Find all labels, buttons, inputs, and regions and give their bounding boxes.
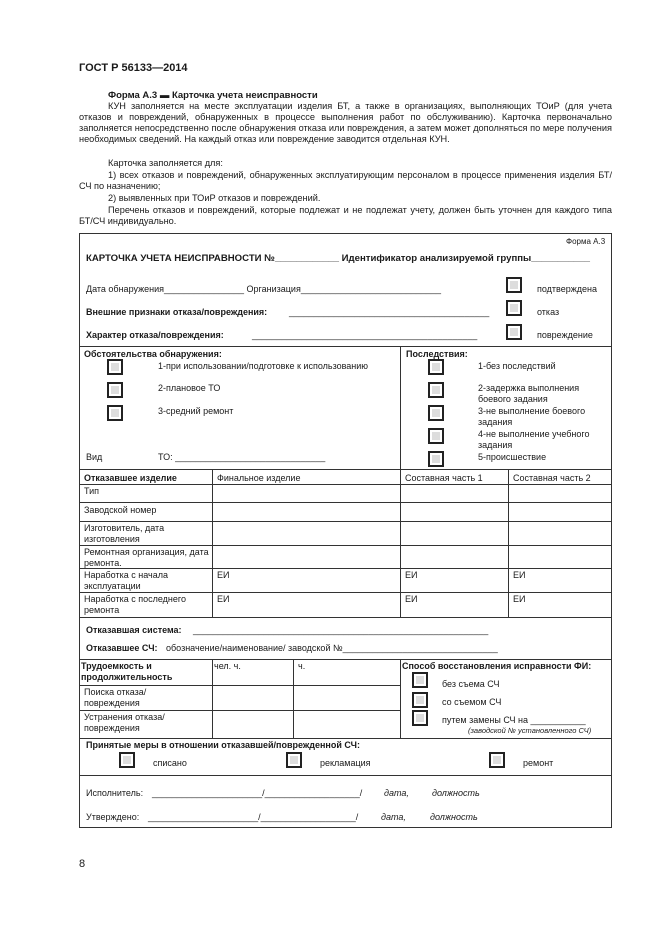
damage-checkbox[interactable] <box>506 324 522 340</box>
col-header-part-2: Составная часть 2 <box>513 473 591 483</box>
row-manufacturer-label: Изготовитель, дата изготовления <box>84 523 165 544</box>
external-signs-label: Внешние признаки отказа/повреждения: <box>86 307 268 317</box>
failed-part-field[interactable]: обозначение/наименование/ заводской №_______________________________ <box>166 643 498 653</box>
restore-with-removal-checkbox[interactable] <box>412 692 428 708</box>
col-header-final-item: Финальное изделие <box>217 473 301 483</box>
row-operating-time-part-1[interactable]: ЕИ <box>405 570 418 580</box>
measure-repair-checkbox[interactable] <box>489 752 505 768</box>
measures-title: Принятые меры в отношении отказавшей/поврежденной СЧ: <box>86 740 360 750</box>
circumstance-3-label: 3-средний ремонт <box>158 406 234 416</box>
card-form-label: Форма А.3 <box>566 237 606 246</box>
labor-fix-label: Устранения отказа/повреждения <box>84 712 165 733</box>
refusal-checkbox[interactable] <box>506 300 522 316</box>
failed-part-label: Отказавшее СЧ: <box>86 643 158 653</box>
row-serial-label: Заводской номер <box>84 505 157 515</box>
restore-with-removal-label: со съемом СЧ <box>442 697 502 707</box>
kind-label: Вид <box>86 452 103 462</box>
approved-position-label: должность <box>430 812 478 822</box>
row-operating-time-part-2[interactable]: ЕИ <box>513 570 526 580</box>
restore-no-removal-checkbox[interactable] <box>412 672 428 688</box>
measure-writeoff-checkbox[interactable] <box>119 752 135 768</box>
approved-date-label: дата, <box>381 812 406 822</box>
consequence-3-label: 3-не выполнение боевого задания <box>478 406 586 427</box>
labor-title: Трудоемкость и продолжительность <box>81 661 173 682</box>
measure-claim-label: рекламация <box>320 758 371 768</box>
consequence-5-checkbox[interactable] <box>428 451 444 467</box>
consequence-2-label: 2-задержка выполнения боевого задания <box>478 383 580 404</box>
row-type-label: Тип <box>84 486 100 496</box>
circumstance-1-label: 1-при использовании/подготовке к использованию <box>158 361 369 371</box>
consequences-title: Последствия: <box>406 349 468 359</box>
standard-header: ГОСТ Р 56133—2014 <box>79 62 188 74</box>
consequence-3-checkbox[interactable] <box>428 405 444 421</box>
restore-replace-label: путем замены СЧ на ___________ <box>442 715 586 725</box>
circumstances-title: Обстоятельства обнаружения: <box>84 349 222 359</box>
to-field[interactable]: ТО: ______________________________ <box>158 452 326 462</box>
consequence-1-checkbox[interactable] <box>428 359 444 375</box>
approved-sign-field[interactable]: ______________________/___________________/ <box>148 812 359 822</box>
executor-date-label: дата, <box>384 788 409 798</box>
row-operating-time-final[interactable]: ЕИ <box>217 570 230 580</box>
intro-paragraph-3: 1) всех отказов и повреждений, обнаруженных эксплуатирующим персоналом в процессе применения изделия БТ/СЧ по назначению; <box>79 170 612 191</box>
labor-hours-header: ч. <box>298 661 306 671</box>
restore-no-removal-label: без съема СЧ <box>442 679 500 689</box>
consequence-5-label: 5-происшествие <box>478 452 547 462</box>
failed-system-field[interactable]: ___________________________________________________________ <box>193 625 489 635</box>
date-organization-line: Дата обнаружения________________ Организация____________________________ <box>86 284 441 294</box>
row-since-repair-part-1[interactable]: ЕИ <box>405 594 418 604</box>
confirmed-label: подтверждена <box>537 284 597 294</box>
restore-title: Способ восстановления исправности ФИ: <box>402 661 592 671</box>
character-field[interactable]: _____________________________________________ <box>252 330 478 340</box>
circumstance-3-checkbox[interactable] <box>107 405 123 421</box>
circumstance-2-checkbox[interactable] <box>107 382 123 398</box>
circumstance-2-label: 2-плановое ТО <box>158 383 221 393</box>
intro-paragraph-2: Карточка заполняется для: <box>108 158 223 168</box>
labor-search-label: Поиска отказа/повреждения <box>84 687 147 708</box>
page-number: 8 <box>79 858 86 870</box>
failed-system-label: Отказавшая система: <box>86 625 182 635</box>
confirmed-checkbox[interactable] <box>506 277 522 293</box>
restore-replace-checkbox[interactable] <box>412 710 428 726</box>
damage-label: повреждение <box>537 330 593 340</box>
consequence-4-checkbox[interactable] <box>428 428 444 444</box>
form-title: Форма А.3 ▬ Карточка учета неисправности <box>108 90 318 101</box>
executor-sign-field[interactable]: ______________________/___________________/ <box>152 788 363 798</box>
col-header-part-1: Составная часть 1 <box>405 473 483 483</box>
measure-writeoff-label: списано <box>153 758 187 768</box>
intro-paragraph-4: 2) выявленных при ТОиР отказов и повреждений. <box>108 193 321 203</box>
intro-paragraph-5: Перечень отказов и повреждений, которые подлежат и не подлежат учету, должен быть уточнен для каждого типа БТ/СЧ индивидуально. <box>79 205 612 226</box>
col-header-failed-item: Отказавшее изделие <box>84 473 177 483</box>
intro-paragraph-1: КУН заполняется на месте эксплуатации изделия БТ, а также в организациях, выполняющих ТОиР (для учета отказов и повреждений, обнаруженных в процессе выполнения работ по обслуживанию). Карточка первоначально заполняется непосредственно после обнаружения отказа или повреждения, а затем может дополняться по мере получения необходимых сведений. На каждый отказ или повреждение заводится отдельная КУН. <box>79 101 612 144</box>
approved-label: Утверждено: <box>86 812 140 822</box>
executor-position-label: должность <box>432 788 480 798</box>
refusal-label: отказ <box>537 307 560 317</box>
row-since-repair-part-2[interactable]: ЕИ <box>513 594 526 604</box>
consequence-4-label: 4-не выполнение учебного задания <box>478 429 590 450</box>
row-operating-time-label: Наработка с начала эксплуатации <box>84 570 168 591</box>
row-since-repair-label: Наработка с последнего ремонта <box>84 594 186 615</box>
executor-label: Исполнитель: <box>86 788 144 798</box>
consequence-2-checkbox[interactable] <box>428 382 444 398</box>
character-label: Характер отказа/повреждения: <box>86 330 224 340</box>
row-since-repair-final[interactable]: ЕИ <box>217 594 230 604</box>
measure-repair-label: ремонт <box>523 758 554 768</box>
measure-claim-checkbox[interactable] <box>286 752 302 768</box>
external-signs-field[interactable]: ________________________________________ <box>289 307 490 317</box>
consequence-1-label: 1-без последствий <box>478 361 556 371</box>
card-title: КАРТОЧКА УЧЕТА НЕИСПРАВНОСТИ №____________ Идентификатор анализируемой группы___________ <box>86 253 590 264</box>
labor-man-hours-header: чел. ч. <box>214 661 241 671</box>
circumstance-1-checkbox[interactable] <box>107 359 123 375</box>
row-repair-org-label: Ремонтная организация, дата ремонта. <box>84 547 209 568</box>
restore-serial-note: (заводской № установленного СЧ) <box>468 726 592 735</box>
